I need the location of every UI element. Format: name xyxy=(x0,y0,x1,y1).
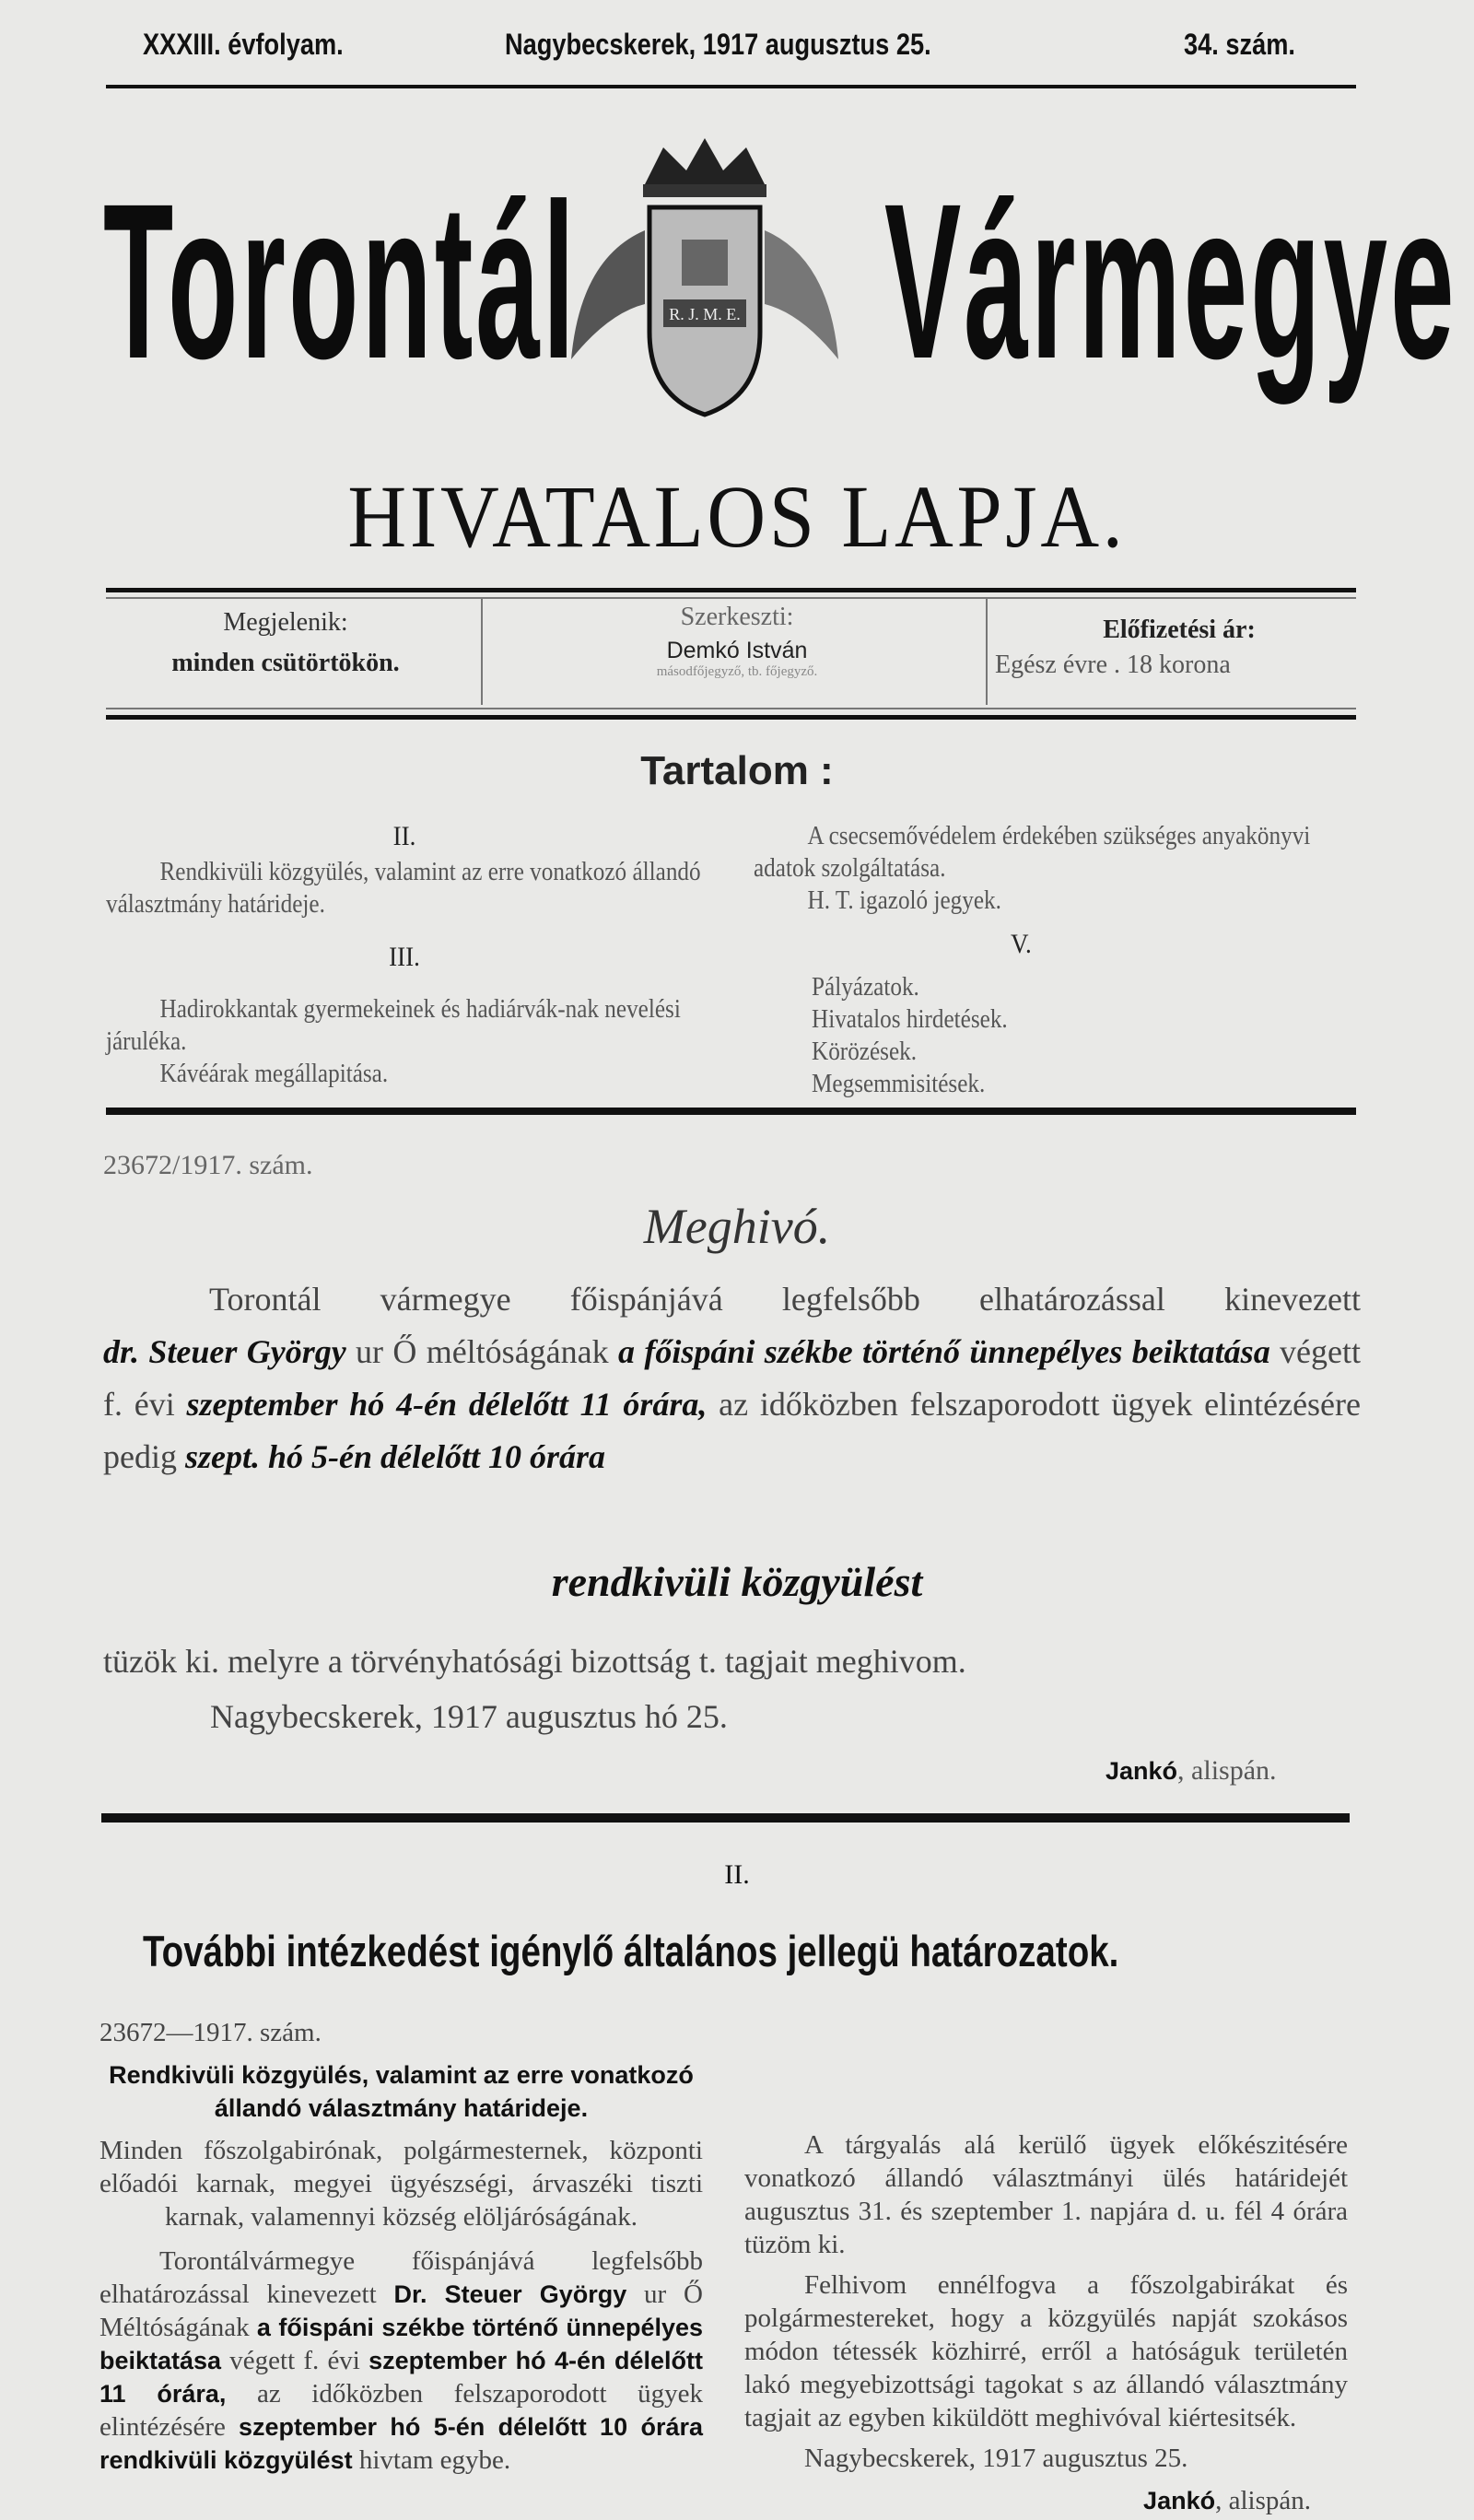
text: ur Ő Méltóságának xyxy=(99,2280,703,2342)
price-value: Egész évre . 18 korona xyxy=(995,651,1231,679)
addressees: Minden főszolgabirónak, polgármesternek, központi előadói karnak, megyei ügyészségi, árvaszéki tiszti karnak, valamennyi község elöljáróságának. xyxy=(99,2136,703,2232)
divider xyxy=(106,715,1356,720)
editor-name: Demkó István xyxy=(666,638,808,663)
appears-label: Megjelenik: xyxy=(223,608,348,637)
invitation-date: Nagybecskerek, 1917 augusztus hó 25. xyxy=(210,1698,728,1735)
text: végett f. évi xyxy=(221,2346,369,2375)
editor-label: Szerkeszti: xyxy=(680,603,794,631)
doc-subheading: Rendkivüli közgyülés, valamint az erre vonatkozó állandó választmány határideje. xyxy=(109,2061,694,2122)
coat-of-arms-icon xyxy=(553,129,857,442)
text: hivtam egybe. xyxy=(352,2445,511,2475)
toc-item[interactable]: Pályázatok. xyxy=(812,973,919,1002)
toc-left xyxy=(106,820,703,1090)
text: a főispáni székbe történő ünnepélyes beiktatása xyxy=(617,1333,1270,1370)
divider xyxy=(106,1108,1356,1115)
invitation-number: 23672/1917. szám. xyxy=(103,1150,313,1180)
text: dr. Steuer György xyxy=(103,1333,346,1370)
doc-signature xyxy=(744,2484,1348,2517)
toc-section: V. xyxy=(1011,929,1032,959)
title-right: Vármegye xyxy=(884,158,1457,404)
divider xyxy=(106,588,1356,592)
doc-date: Nagybecskerek, 1917 augusztus 25. xyxy=(804,2444,1188,2473)
text: Jankó xyxy=(1106,1757,1178,1785)
section-heading: További intézkedést igénylő általános jellegü határozatok. xyxy=(143,1927,1119,1975)
invitation-signature xyxy=(1106,1755,1277,1787)
volume: XXXIII. évfolyam. xyxy=(143,28,344,61)
toc-item[interactable]: A csecsemővédelem érdekében szükséges anyakönyvi adatok szolgáltatása. xyxy=(754,822,1311,883)
invitation-p3: tüzök ki. melyre a törvényhatósági bizottság t. tagjait meghivom. xyxy=(103,1643,966,1680)
doc-number: 23672—1917. szám. xyxy=(99,2018,322,2047)
invitation-title: Meghivó. xyxy=(643,1199,831,1254)
title-left: Torontál xyxy=(103,158,578,404)
text: Torontálvármegye főispánjává legfelsőbb elhatározással kinevezett xyxy=(99,2246,703,2309)
toc-item[interactable]: Hadirokkantak gyermekeinek és hadiárvák-nak nevelési járuléka. xyxy=(106,995,681,1056)
divider xyxy=(106,85,1356,88)
toc-item[interactable]: Rendkivüli közgyülés, valamint az erre vonatkozó állandó választmány határideje. xyxy=(106,858,701,919)
divider xyxy=(101,1813,1350,1823)
text: A tárgyalás alá kerülő ügyek előkészitésére vonatkozó állandó választmányi ülés határidejét augusztus 31. és szeptember 1. napjára d. u. fél 4 órára tüzöm ki. xyxy=(744,2130,1348,2259)
text: rendkivüli közgyülést xyxy=(551,1558,923,1605)
toc-right xyxy=(754,820,1347,1100)
text: az időközben felszaporodott ügyek elintézésére pedig xyxy=(103,1386,1361,1475)
text: ur Ő méltóságának xyxy=(345,1333,618,1370)
divider xyxy=(481,599,483,705)
toc-item[interactable]: Körözések. xyxy=(812,1037,918,1066)
toc-item[interactable]: Hivatalos hirdetések. xyxy=(812,1005,1008,1034)
text: végett f. évi xyxy=(103,1333,1362,1423)
invitation-body xyxy=(103,1273,1361,1483)
column-left xyxy=(99,2016,703,2477)
text: , alispán. xyxy=(1215,2486,1311,2515)
divider xyxy=(986,599,988,705)
toc-section: III. xyxy=(389,942,420,972)
toc-item[interactable]: H. T. igazoló jegyek. xyxy=(807,886,1001,915)
arms-text: R. J. M. E. xyxy=(669,305,741,323)
text: szept. hó 5-én délelőtt 10 órára xyxy=(184,1438,605,1475)
text: szeptember hó 5-én délelőtt 10 órára rendkivüli közgyülést xyxy=(99,2413,704,2474)
toc-title: Tartalom : xyxy=(640,748,834,793)
text: szeptember hó 4-én délelőtt 11 órára, xyxy=(99,2347,703,2408)
text: Felhivom ennélfogva a főszolgabirákat és polgármestereket, hogy a közgyülés napját szokásos módon tétessék közhirré, erről a hatóságuk területén lakó megyebizottsági tagokat s az állandó választmány tagjait az egyben kiküldött meghivóval kiértesitsék. xyxy=(744,2270,1348,2432)
column-right xyxy=(744,2128,1348,2517)
toc-item[interactable]: Kávéárak megállapitása. xyxy=(159,1060,389,1088)
text: Torontál vármegye főispánjává legfelsőbb elhatározással kinevezett xyxy=(209,1281,1361,1318)
text: az időközben felszaporodott ügyek elintézésére xyxy=(99,2379,703,2442)
issue-number: 34. szám. xyxy=(1184,28,1295,61)
toc-section: II. xyxy=(392,821,416,851)
section-roman: II. xyxy=(724,1859,750,1890)
subtitle: HIVATALOS LAPJA. xyxy=(347,467,1127,566)
text: Dr. Steuer György xyxy=(393,2280,627,2308)
invitation-headline xyxy=(0,1557,1474,1606)
editor-title: másodfőjegyző, tb. főjegyző. xyxy=(656,664,818,679)
divider xyxy=(106,708,1356,709)
text: Jankó xyxy=(1143,2487,1216,2514)
text: a főispáni székbe történő ünnepélyes beiktatása xyxy=(99,2314,704,2374)
appears-block xyxy=(120,599,451,678)
toc-item[interactable]: Megsemmisitések. xyxy=(812,1070,986,1098)
text: szeptember hó 4-én délelőtt 11 órára, xyxy=(186,1386,708,1423)
place-date: Nagybecskerek, 1917 augusztus 25. xyxy=(505,28,931,61)
price-block xyxy=(995,599,1363,680)
appears-value: minden csütörtökön. xyxy=(171,649,400,677)
editor-block xyxy=(488,599,986,680)
price-label: Előfizetési ár: xyxy=(1103,615,1256,644)
text: , alispán. xyxy=(1177,1755,1277,1786)
